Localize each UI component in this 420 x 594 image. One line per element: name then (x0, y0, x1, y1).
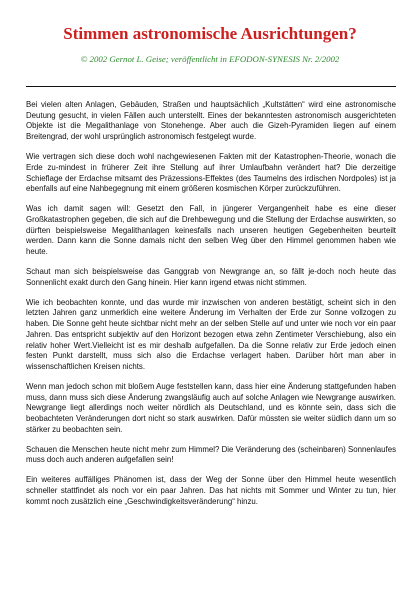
horizontal-rule (26, 86, 396, 87)
paragraph: Wenn man jedoch schon mit bloßem Auge feststellen kann, dass hier eine Änderung stattgefunden haben muss, dann muss sich diese Änderung zwangsläufig auch auf solche Anlagen wie Newgrange auswirken. Newgrange liegt allerdings noch weiter nördlich als Deutschland, und es könnte sein, dass sich die beobachteten Veränderungen dort nicht so stark auswirken. Dafür müssten sie weiter südlich dann um so stärker zu beobachten sein. (26, 381, 396, 434)
paragraph: Schaut man sich beispielsweise das Ganggrab von Newgrange an, so fällt je-doch noch heute das Sonnenlicht exakt durch den Gang hinein. Hier kann irgend etwas nicht stimmen. (26, 267, 396, 287)
paragraph: Was ich damit sagen will: Gesetzt den Fall, in jüngerer Vergangenheit habe es eine dieser Großkatastrophen gegeben, die sich auf die Drehbewegung und die Stellung der Erdachse auswirkten, so dürften beispielsweise Megalithanlagen keinesfalls nach unseren heutigen Gegebenheiten beurteilt werden. Dann kann die Sonne damals nicht den selben Weg über den Himmel genommen haben wie heute. (26, 204, 396, 257)
document-title: Stimmen astronomische Ausrichtungen? (63, 24, 357, 43)
document-body (26, 100, 396, 517)
paragraph: Wie vertragen sich diese doch wohl nachgewiesenen Fakten mit der Katastrophen-Theorie, wonach die Erde zu-mindest in früherer Zeit ihre Stellung auf ihrer Umlaufbahn verändert hat? Die derzeitige Schieflage der Erdachse mitsamt des Präzessions-Effektes (des Taumelns des irdischen Nordpoles) ist ja ebenfalls auf eine Nahbegegnung mit einem größeren kosmischen Körper zurückzuführen. (26, 152, 396, 194)
paragraph: Bei vielen alten Anlagen, Gebäuden, Straßen und hauptsächlich „Kultstätten“ wird eine astronomische Deutung gesucht, in vielen Fällen auch unterstellt. Eines der bekanntesten astronomisch ausgerichteten Objekte ist die Megalithanlage von Stonehenge. Aber auch die Gizeh-Pyramiden liegen auf einem Breitengrad, der wohl ursprünglich astronomisch festgelegt wurde. (26, 100, 396, 142)
paragraph: Schauen die Menschen heute nicht mehr zum Himmel? Die Veränderung des (scheinbaren) Sonnenlaufes muss doch auch anderen aufgefallen sein! (26, 444, 396, 465)
paragraph: Ein weiteres auffälliges Phänomen ist, dass der Weg der Sonne über den Himmel heute wesentlich schneller stattfindet als noch vor ein paar Jahren. Das hat nichts mit Sommer und Winter zu tun, hier kommt noch zusätzlich eine „Geschwindigkeitsveränderung“ hinzu. (26, 475, 396, 506)
paragraph: Wie ich beobachten konnte, und das wurde mir inzwischen von anderen bestätigt, scheint sich in den letzten Jahren ganz unmerklich eine weitere Änderung im Verhalten der Erde zur Sonne vollzogen zu haben. Die Sonne geht heute sichtbar nicht mehr an der selben Stelle auf und unter wie noch vor ein paar Jahren. Das entspricht subjektiv auf den Horizont bezogen etwa zehn Zentimeter Verschiebung, also ein relativ hoher Wert.Vielleicht ist es mir deshalb aufgefallen. Da die Sonne relativ zur Erde jedoch einen festen Punkt darstellt, muss sich also die Erdachse verlagert haben. Darüber hört man aber in wissenschaftlichen Kreisen nichts. (26, 297, 396, 371)
document-subtitle: © 2002 Gernot L. Geise; veröffentlicht in EFODON-SYNESIS Nr. 2/2002 (80, 54, 340, 64)
